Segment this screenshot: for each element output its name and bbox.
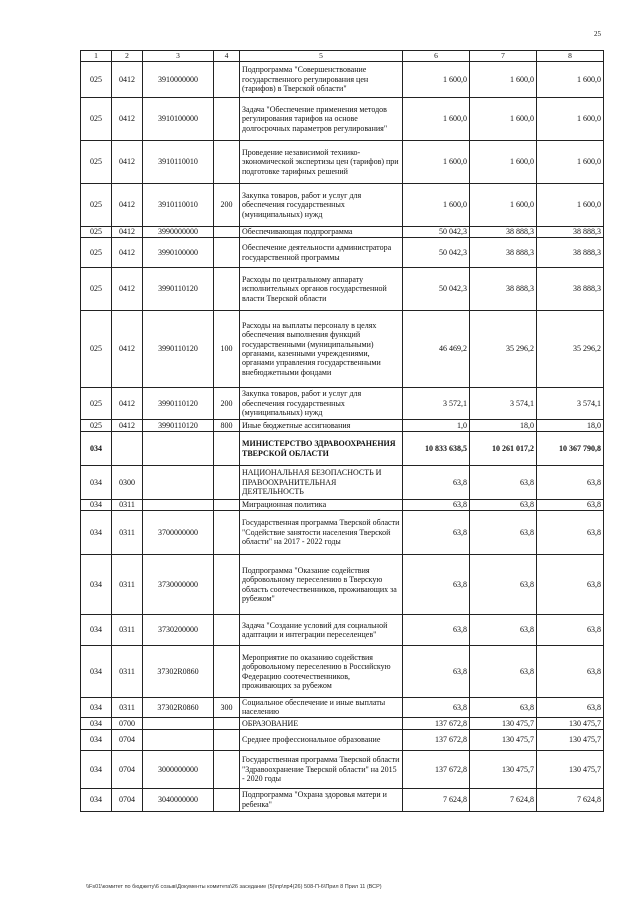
item-name-cell: Задача "Обеспечение применения методов регулирования тарифов на основе долгосрочных параметров регулирования" [240, 98, 403, 141]
item-name-cell: Расходы на выплаты персоналу в целях обеспечения выполнения функций государственными (муниципальными) органами, казенными учреждениями, органами управления государственными внебюджетными фондами [240, 311, 403, 388]
column-header: 8 [537, 51, 604, 62]
amount-col8-cell: 38 888,3 [537, 268, 604, 311]
target-article-cell: 3910100000 [143, 98, 214, 141]
admin-code-cell: 034 [81, 511, 112, 555]
table-row [81, 511, 604, 555]
table-row [81, 227, 604, 238]
amount-col8-cell: 63,8 [537, 615, 604, 646]
amount-col7-cell: 63,8 [470, 646, 537, 698]
item-name-cell: Закупка товаров, работ и услуг для обеспечения государственных (муниципальных) нужд [240, 184, 403, 227]
admin-code-cell: 025 [81, 184, 112, 227]
section-code-cell: 0700 [112, 717, 143, 729]
amount-col8-cell: 63,8 [537, 511, 604, 555]
admin-code-cell: 034 [81, 729, 112, 750]
section-code-cell: 0704 [112, 788, 143, 811]
table-row [81, 311, 604, 388]
section-code-cell: 0412 [112, 184, 143, 227]
expense-type-cell: 800 [214, 420, 240, 432]
amount-col8-cell: 3 574,1 [537, 388, 604, 420]
column-header: 7 [470, 51, 537, 62]
table-row [81, 555, 604, 615]
table-row [81, 141, 604, 184]
amount-col7-cell: 130 475,7 [470, 750, 537, 788]
page-number: 25 [594, 30, 601, 38]
column-header: 2 [112, 51, 143, 62]
amount-col6-cell: 63,8 [403, 615, 470, 646]
amount-col6-cell: 1 600,0 [403, 184, 470, 227]
amount-col6-cell: 10 833 638,5 [403, 432, 470, 466]
admin-code-cell: 034 [81, 698, 112, 718]
table-row [81, 717, 604, 729]
amount-col6-cell: 63,8 [403, 698, 470, 718]
amount-col7-cell: 63,8 [470, 698, 537, 718]
section-code-cell: 0412 [112, 141, 143, 184]
item-name-cell: Государственная программа Тверской области "Здравоохранение Тверской области" на 2015 - 2020 годы [240, 750, 403, 788]
section-code-cell: 0412 [112, 420, 143, 432]
amount-col8-cell: 63,8 [537, 646, 604, 698]
amount-col6-cell: 7 624,8 [403, 788, 470, 811]
column-header: 3 [143, 51, 214, 62]
admin-code-cell: 025 [81, 141, 112, 184]
amount-col6-cell: 63,8 [403, 646, 470, 698]
expense-type-cell [214, 717, 240, 729]
expense-type-cell: 200 [214, 184, 240, 227]
item-name-cell: Мероприятие по оказанию содействия добровольному переселению в Российскую Федерацию соотечественников, проживающих за рубежом [240, 646, 403, 698]
item-name-cell: Подпрограмма "Оказание содействия добровольному переселению в Тверскую область соотечественников, проживающих за рубежом" [240, 555, 403, 615]
amount-col8-cell: 1 600,0 [537, 184, 604, 227]
amount-col8-cell: 1 600,0 [537, 98, 604, 141]
item-name-cell: Подпрограмма "Охрана здоровья матери и ребенка" [240, 788, 403, 811]
target-article-cell [143, 432, 214, 466]
table-row [81, 788, 604, 811]
table-row [81, 98, 604, 141]
item-name-cell: НАЦИОНАЛЬНАЯ БЕЗОПАСНОСТЬ И ПРАВООХРАНИТЕЛЬНАЯ ДЕЯТЕЛЬНОСТЬ [240, 466, 403, 500]
expense-type-cell: 100 [214, 311, 240, 388]
target-article-cell: 3990100000 [143, 238, 214, 268]
amount-col6-cell: 137 672,8 [403, 729, 470, 750]
expense-type-cell [214, 432, 240, 466]
section-code-cell: 0311 [112, 646, 143, 698]
amount-col6-cell: 137 672,8 [403, 750, 470, 788]
target-article-cell: 3910000000 [143, 62, 214, 98]
amount-col6-cell: 50 042,3 [403, 238, 470, 268]
expense-type-cell [214, 62, 240, 98]
admin-code-cell: 025 [81, 311, 112, 388]
amount-col8-cell: 35 296,2 [537, 311, 604, 388]
target-article-cell: 3040000000 [143, 788, 214, 811]
footer-file-path: \\Fs01\комитет по бюджету\6 созыв\Документы комитета\26 заседание (5)\пр\пр4(26) 508-П-6\Прил 8 Прил 11 (ВСР) [86, 884, 382, 890]
table-row [81, 184, 604, 227]
item-name-cell: Обеспечивающая подпрограмма [240, 227, 403, 238]
amount-col7-cell: 63,8 [470, 615, 537, 646]
section-code-cell: 0412 [112, 227, 143, 238]
target-article-cell: 3990110120 [143, 268, 214, 311]
amount-col7-cell: 1 600,0 [470, 98, 537, 141]
amount-col8-cell: 1 600,0 [537, 141, 604, 184]
expense-type-cell [214, 227, 240, 238]
amount-col7-cell: 38 888,3 [470, 268, 537, 311]
table-row [81, 615, 604, 646]
table-row [81, 466, 604, 500]
expense-type-cell: 200 [214, 388, 240, 420]
target-article-cell: 3990110120 [143, 388, 214, 420]
section-code-cell: 0311 [112, 615, 143, 646]
section-code-cell: 0412 [112, 62, 143, 98]
column-header: 6 [403, 51, 470, 62]
amount-col7-cell: 130 475,7 [470, 729, 537, 750]
section-code-cell: 0311 [112, 500, 143, 511]
amount-col8-cell: 63,8 [537, 555, 604, 615]
target-article-cell: 3730200000 [143, 615, 214, 646]
column-header: 1 [81, 51, 112, 62]
amount-col6-cell: 63,8 [403, 500, 470, 511]
expense-type-cell [214, 268, 240, 311]
item-name-cell: Социальное обеспечение и иные выплаты населению [240, 698, 403, 718]
table-row [81, 62, 604, 98]
amount-col7-cell: 38 888,3 [470, 238, 537, 268]
table-row [81, 388, 604, 420]
amount-col8-cell: 38 888,3 [537, 238, 604, 268]
target-article-cell: 37302R0860 [143, 646, 214, 698]
expense-type-cell [214, 98, 240, 141]
table-row [81, 646, 604, 698]
expense-type-cell [214, 750, 240, 788]
expense-type-cell [214, 500, 240, 511]
target-article-cell: 37302R0860 [143, 698, 214, 718]
target-article-cell [143, 729, 214, 750]
amount-col8-cell: 7 624,8 [537, 788, 604, 811]
amount-col6-cell: 63,8 [403, 555, 470, 615]
item-name-cell: Подпрограмма "Совершенствование государственного регулирования цен (тарифов) в Тверской области" [240, 62, 403, 98]
expense-type-cell [214, 615, 240, 646]
target-article-cell [143, 717, 214, 729]
amount-col8-cell: 63,8 [537, 466, 604, 500]
column-header: 5 [240, 51, 403, 62]
amount-col7-cell: 18,0 [470, 420, 537, 432]
admin-code-cell: 025 [81, 238, 112, 268]
target-article-cell: 3990110120 [143, 420, 214, 432]
expense-type-cell [214, 555, 240, 615]
admin-code-cell: 025 [81, 98, 112, 141]
admin-code-cell: 025 [81, 268, 112, 311]
admin-code-cell: 034 [81, 466, 112, 500]
expense-type-cell [214, 466, 240, 500]
item-name-cell: Расходы по центральному аппарату исполнительных органов государственной власти Тверской области [240, 268, 403, 311]
target-article-cell [143, 466, 214, 500]
amount-col7-cell: 7 624,8 [470, 788, 537, 811]
expense-type-cell [214, 788, 240, 811]
amount-col8-cell: 130 475,7 [537, 750, 604, 788]
budget-table [80, 50, 604, 812]
expense-type-cell: 300 [214, 698, 240, 718]
amount-col6-cell: 50 042,3 [403, 227, 470, 238]
amount-col6-cell: 1 600,0 [403, 141, 470, 184]
amount-col7-cell: 3 574,1 [470, 388, 537, 420]
table-row [81, 750, 604, 788]
target-article-cell: 3990110120 [143, 311, 214, 388]
amount-col7-cell: 63,8 [470, 500, 537, 511]
section-code-cell: 0311 [112, 555, 143, 615]
admin-code-cell: 025 [81, 62, 112, 98]
amount-col6-cell: 3 572,1 [403, 388, 470, 420]
table-row [81, 420, 604, 432]
admin-code-cell: 034 [81, 615, 112, 646]
amount-col7-cell: 130 475,7 [470, 717, 537, 729]
section-code-cell: 0412 [112, 388, 143, 420]
admin-code-cell: 025 [81, 388, 112, 420]
target-article-cell: 3990000000 [143, 227, 214, 238]
admin-code-cell: 034 [81, 500, 112, 511]
amount-col7-cell: 38 888,3 [470, 227, 537, 238]
section-code-cell: 0412 [112, 268, 143, 311]
amount-col6-cell: 137 672,8 [403, 717, 470, 729]
amount-col6-cell: 1,0 [403, 420, 470, 432]
amount-col7-cell: 35 296,2 [470, 311, 537, 388]
expense-type-cell [214, 238, 240, 268]
item-name-cell: Проведение независимой технико-экономической экспертизы цен (тарифов) при подготовке тарифных решений [240, 141, 403, 184]
amount-col7-cell: 63,8 [470, 466, 537, 500]
amount-col8-cell: 63,8 [537, 698, 604, 718]
amount-col8-cell: 130 475,7 [537, 729, 604, 750]
expense-type-cell [214, 141, 240, 184]
table-row [81, 238, 604, 268]
amount-col6-cell: 1 600,0 [403, 98, 470, 141]
expense-type-cell [214, 729, 240, 750]
amount-col6-cell: 50 042,3 [403, 268, 470, 311]
amount-col8-cell: 18,0 [537, 420, 604, 432]
amount-col7-cell: 10 261 017,2 [470, 432, 537, 466]
target-article-cell: 3700000000 [143, 511, 214, 555]
amount-col7-cell: 63,8 [470, 555, 537, 615]
amount-col6-cell: 46 469,2 [403, 311, 470, 388]
item-name-cell: Задача "Создание условий для социальной адаптации и интеграции переселенцев" [240, 615, 403, 646]
amount-col8-cell: 1 600,0 [537, 62, 604, 98]
item-name-cell: МИНИСТЕРСТВО ЗДРАВООХРАНЕНИЯ ТВЕРСКОЙ ОБЛАСТИ [240, 432, 403, 466]
amount-col8-cell: 10 367 790,8 [537, 432, 604, 466]
section-code-cell [112, 432, 143, 466]
admin-code-cell: 034 [81, 646, 112, 698]
section-code-cell: 0300 [112, 466, 143, 500]
admin-code-cell: 034 [81, 432, 112, 466]
section-code-cell: 0704 [112, 729, 143, 750]
target-article-cell: 3910110010 [143, 184, 214, 227]
column-header: 4 [214, 51, 240, 62]
table-row [81, 698, 604, 718]
expense-type-cell [214, 511, 240, 555]
admin-code-cell: 034 [81, 717, 112, 729]
table-row [81, 268, 604, 311]
target-article-cell [143, 500, 214, 511]
admin-code-cell: 034 [81, 788, 112, 811]
item-name-cell: Иные бюджетные ассигнования [240, 420, 403, 432]
amount-col8-cell: 130 475,7 [537, 717, 604, 729]
amount-col6-cell: 1 600,0 [403, 62, 470, 98]
table-row [81, 729, 604, 750]
item-name-cell: Миграционная политика [240, 500, 403, 511]
table-row [81, 432, 604, 466]
section-code-cell: 0704 [112, 750, 143, 788]
item-name-cell: Закупка товаров, работ и услуг для обеспечения государственных (муниципальных) нужд [240, 388, 403, 420]
section-code-cell: 0311 [112, 511, 143, 555]
section-code-cell: 0412 [112, 238, 143, 268]
amount-col6-cell: 63,8 [403, 511, 470, 555]
item-name-cell: Государственная программа Тверской области "Содействие занятости населения Тверской области" на 2017 - 2022 годы [240, 511, 403, 555]
amount-col7-cell: 1 600,0 [470, 184, 537, 227]
admin-code-cell: 025 [81, 227, 112, 238]
amount-col8-cell: 38 888,3 [537, 227, 604, 238]
admin-code-cell: 025 [81, 420, 112, 432]
amount-col6-cell: 63,8 [403, 466, 470, 500]
amount-col7-cell: 1 600,0 [470, 141, 537, 184]
table-body [81, 62, 604, 812]
admin-code-cell: 034 [81, 750, 112, 788]
admin-code-cell: 034 [81, 555, 112, 615]
target-article-cell: 3000000000 [143, 750, 214, 788]
amount-col7-cell: 63,8 [470, 511, 537, 555]
amount-col8-cell: 63,8 [537, 500, 604, 511]
target-article-cell: 3730000000 [143, 555, 214, 615]
table-header-row [81, 51, 604, 62]
section-code-cell: 0412 [112, 311, 143, 388]
item-name-cell: Обеспечение деятельности администратора государственной программы [240, 238, 403, 268]
section-code-cell: 0412 [112, 98, 143, 141]
expense-type-cell [214, 646, 240, 698]
section-code-cell: 0311 [112, 698, 143, 718]
item-name-cell: ОБРАЗОВАНИЕ [240, 717, 403, 729]
amount-col7-cell: 1 600,0 [470, 62, 537, 98]
target-article-cell: 3910110010 [143, 141, 214, 184]
table-row [81, 500, 604, 511]
item-name-cell: Среднее профессиональное образование [240, 729, 403, 750]
